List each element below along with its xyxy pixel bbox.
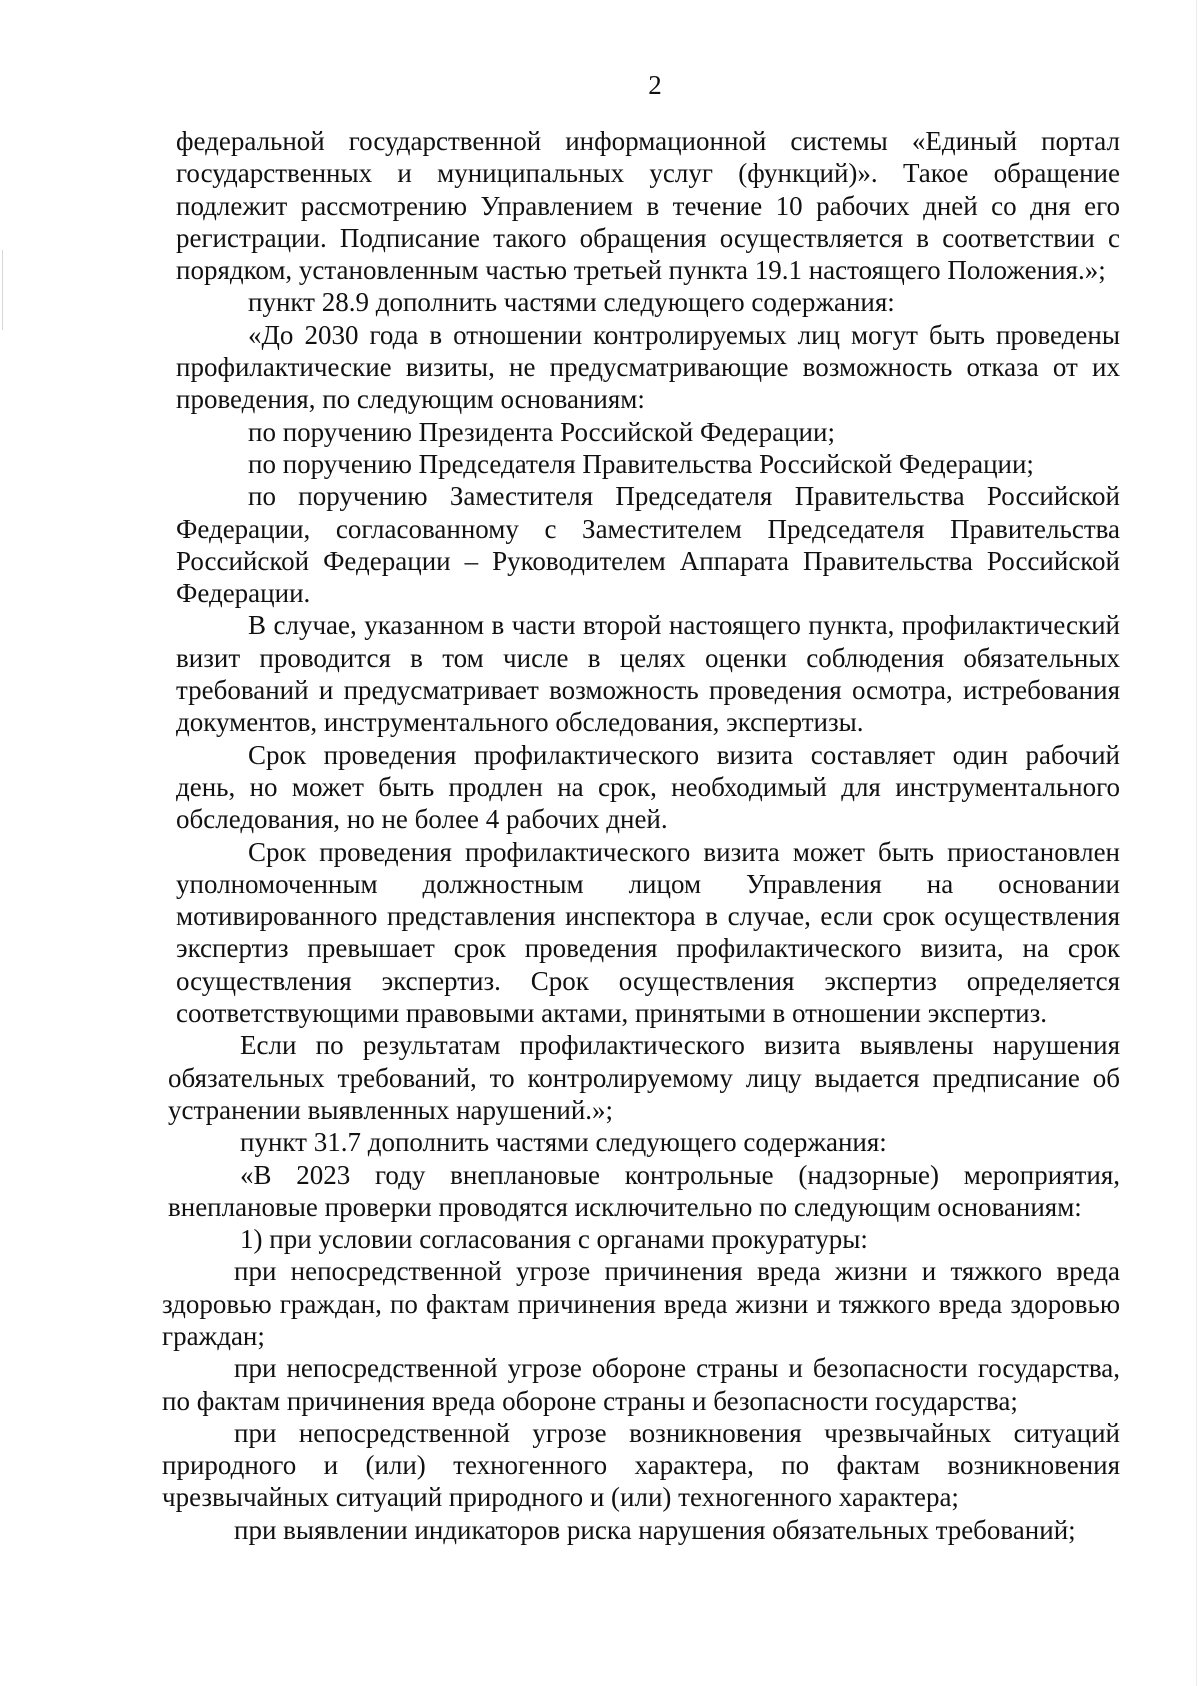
paragraph: пункт 28.9 дополнить частями следующего содержания: [248, 287, 895, 318]
page-number: 2 [648, 70, 662, 100]
paragraph: при выявлении индикаторов риска нарушения обязательных требований; [234, 1514, 1076, 1545]
paragraph: «До 2030 года в отношении контролируемых лиц могут быть проведены профилактические визиты, не предусматривающие возможность отказа от их проведения, по следующим основаниям: [176, 319, 1120, 415]
paragraph: при непосредственной угрозе причинения вреда жизни и тяжкого вреда здоровью граждан, по фактам причинения вреда жизни и тяжкого вреда здоровью граждан; [162, 1256, 1120, 1351]
page-edge-line [2, 250, 3, 330]
paragraph: 1) при условии согласования с органами прокуратуры: [240, 1224, 868, 1255]
paragraph: Если по результатам профилактического визита выявлены нарушения обязательных требований, то контролируемому лицу выдается предписание об устранении выявленных нарушений.»; [168, 1030, 1120, 1125]
document-body [162, 125, 1120, 1546]
paragraph: при непосредственной угрозе возникновения чрезвычайных ситуаций природного и (или) техногенного характера, по фактам возникновения чрезвычайных ситуаций природного и (или) техногенного характера; [162, 1417, 1120, 1513]
paragraph: при непосредственной угрозе обороне страны и безопасности государства, по фактам причинения вреда обороне страны и безопасности государства; [162, 1353, 1120, 1416]
paragraph: В случае, указанном в части второй настоящего пункта, профилактический визит проводится в том числе в целях оценки соблюдения обязательных требований и предусматривает возможность проведения осмотра, истребования документов, инструментального обследования, экспертизы. [176, 610, 1120, 738]
paragraph: Срок проведения профилактического визита составляет один рабочий день, но может быть продлен на срок, необходимый для инструментального обследования, но не более 4 рабочих дней. [176, 739, 1120, 835]
paragraph: федеральной государственной информационной системы «Единый портал государственных и муниципальных услуг (функций)». Такое обращение подлежит рассмотрению Управлением в течение 10 рабочих дней со дня его регистрации. Подписание такого обращения осуществляется в соответствии с порядком, установленным частью третьей пункта 19.1 настоящего Положения.»; [176, 126, 1120, 286]
paragraph: «В 2023 году внеплановые контрольные (надзорные) мероприятия, внеплановые проверки проводятся исключительно по следующим основаниям: [168, 1159, 1120, 1222]
paragraph: по поручению Председателя Правительства Российской Федерации; [248, 448, 1034, 479]
paragraph: по поручению Президента Российской Федерации; [248, 416, 835, 447]
paragraph: Срок проведения профилактического визита может быть приостановлен уполномоченным должностным лицом Управления на основании мотивированного представления инспектора в случае, если срок осуществления экспертиз превышает срок проведения профилактического визита, на срок осуществления экспертиз. Срок осуществления экспертиз определяется соответствующими правовыми актами, принятыми в отношении экспертиз. [176, 836, 1120, 1029]
page-edge-line [1196, 0, 1197, 1686]
paragraph: пункт 31.7 дополнить частями следующего содержания: [240, 1127, 887, 1158]
paragraph: по поручению Заместителя Председателя Правительства Российской Федерации, согласованному с Заместителем Председателя Правительства Российской Федерации – Руководителем Аппарата Правительства Российской Федерации. [176, 481, 1120, 609]
